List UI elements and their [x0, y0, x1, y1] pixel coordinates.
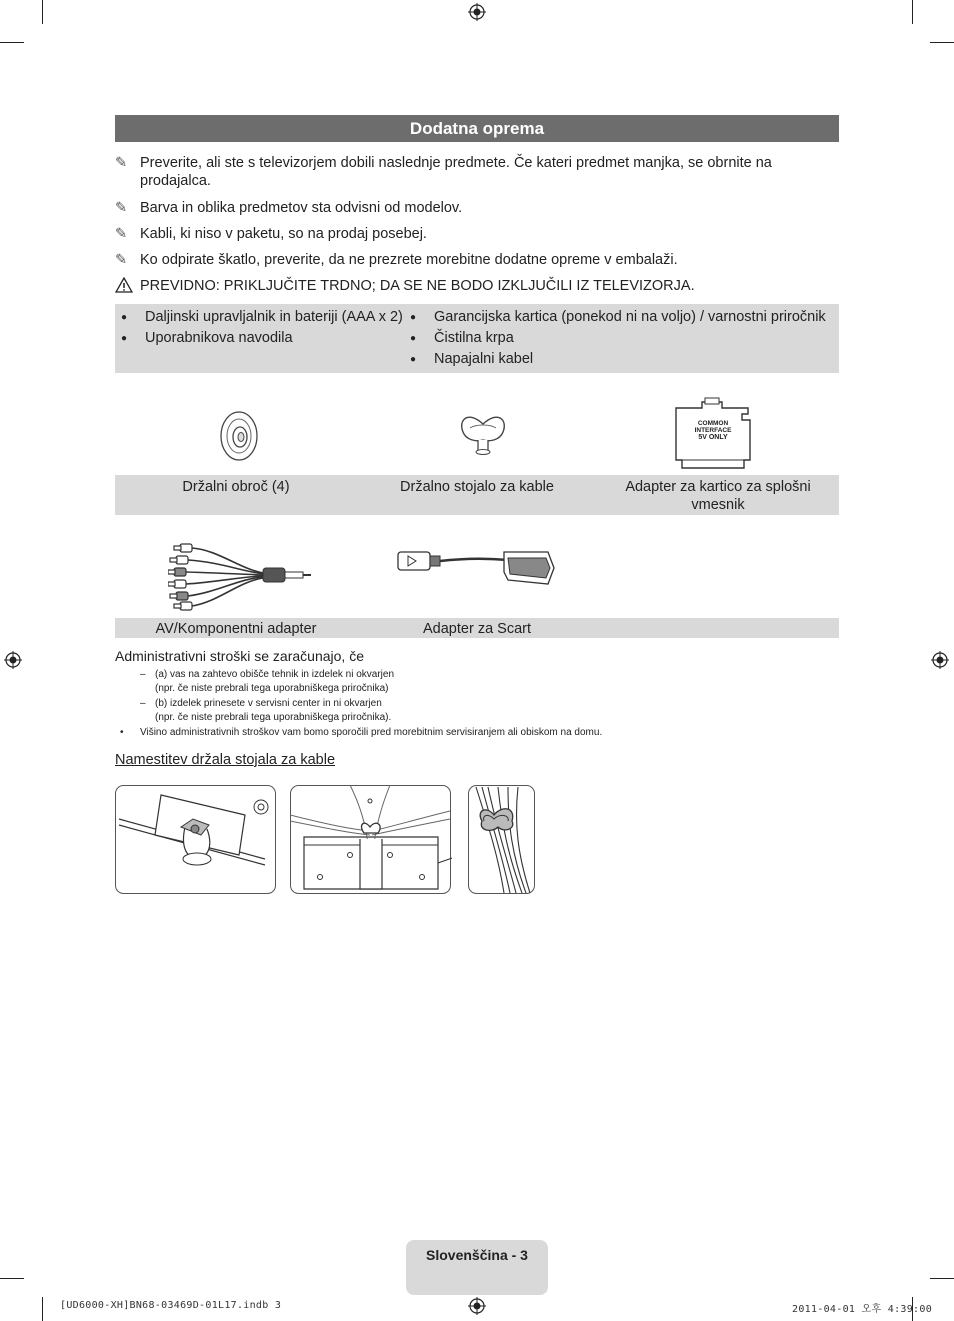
ci-adapter-label: COMMON INTERFACE [694, 420, 732, 434]
install-step-1-illustration [115, 785, 277, 895]
note-item: ✎ Ko odpirate škatlo, preverite, da ne prezrete morebitne dodatne opreme v embalaži. [115, 252, 678, 268]
list-item: ● Uporabnikova navodila [115, 328, 415, 349]
holder-ring-illustration [218, 410, 260, 462]
admin-fee-line: (npr. če niste prebrali tega uporabniškega priročnika). [155, 712, 392, 723]
registration-mark-icon [468, 1297, 486, 1315]
crop-mark [0, 1278, 24, 1279]
included-items-right [404, 307, 834, 370]
crop-mark [912, 0, 913, 24]
list-item: ● Napajalni kabel [404, 349, 834, 370]
crop-mark [0, 42, 24, 43]
av-component-adapter-illustration [168, 540, 313, 612]
ci-adapter-label: 5V ONLY [698, 434, 728, 441]
caution-note: PREVIDNO: PRIKLJUČITE TRDNO; DA SE NE BODO IZKLJUČILI IZ TELEVIZORJA. [115, 277, 815, 296]
page-number-tab: Slovenščina - 3 [406, 1240, 548, 1295]
registration-mark-icon [468, 3, 486, 21]
caption: Držalni obroč (4) [182, 479, 290, 495]
ci-card-adapter-illustration [672, 396, 754, 470]
pencil-note-icon: ✎ [115, 200, 128, 216]
admin-fee-note: Višino administrativnih stroškov vam bomo sporočili pred morebitnim servisiranjem ali obiskom na domu. [140, 727, 603, 738]
crop-mark [930, 42, 954, 43]
warning-triangle-icon [115, 277, 139, 296]
note-item: ✎ Preverite, ali ste s televizorjem dobili naslednje predmete. Če kateri predmet manjka, se obrnite na prodajalca. [115, 155, 772, 189]
install-step-3-illustration [468, 785, 536, 895]
print-timestamp: 2011-04-01 오후 4:39:00 [792, 1304, 933, 1315]
list-item: ● Daljinski upravljalnik in bateriji (AAA x 2) [115, 307, 415, 328]
install-heading: Namestitev držala stojala za kable [115, 752, 336, 768]
caption: AV/Komponentni adapter [155, 621, 317, 637]
crop-mark [42, 1297, 43, 1321]
cable-stand-illustration [458, 410, 508, 456]
admin-fee-line: (a) vas na zahtevo obišče tehnik in izdelek ni okvarjen [155, 669, 395, 680]
crop-mark [42, 0, 43, 24]
caption: Adapter za kartico za splošni vmesnik [625, 479, 811, 513]
section-title: Dodatna oprema [115, 115, 839, 142]
caption: Držalno stojalo za kable [400, 479, 554, 495]
file-info: [UD6000-XH]BN68-03469D-01L17.indb 3 [60, 1300, 282, 1311]
registration-mark-icon [931, 651, 949, 669]
pencil-note-icon: ✎ [115, 155, 128, 171]
included-items-left [115, 307, 415, 349]
dash-marker: – [140, 669, 146, 680]
note-item: ✎ Kabli, ki niso v paketu, so na prodaj posebej. [115, 226, 427, 242]
scart-adapter-illustration [396, 544, 558, 592]
bullet-marker: • [120, 727, 124, 738]
pencil-note-icon: ✎ [115, 252, 128, 268]
note-item: ✎ Barva in oblika predmetov sta odvisni od modelov. [115, 200, 463, 216]
admin-fee-line: (npr. če niste prebrali tega uporabniškega priročnika) [155, 683, 389, 694]
crop-mark [930, 1278, 954, 1279]
caption: Adapter za Scart [423, 621, 531, 637]
admin-fees-heading: Administrativni stroški se zaračunajo, če [115, 648, 364, 664]
install-step-2-illustration [290, 785, 452, 895]
admin-fee-line: (b) izdelek prinesete v servisni center in ni okvarjen [155, 698, 382, 709]
pencil-note-icon: ✎ [115, 226, 128, 242]
dash-marker: – [140, 698, 146, 709]
list-item: ● Garancijska kartica (ponekod ni na voljo) / varnostni priročnik [404, 307, 834, 328]
list-item: ● Čistilna krpa [404, 328, 834, 349]
registration-mark-icon [4, 651, 22, 669]
